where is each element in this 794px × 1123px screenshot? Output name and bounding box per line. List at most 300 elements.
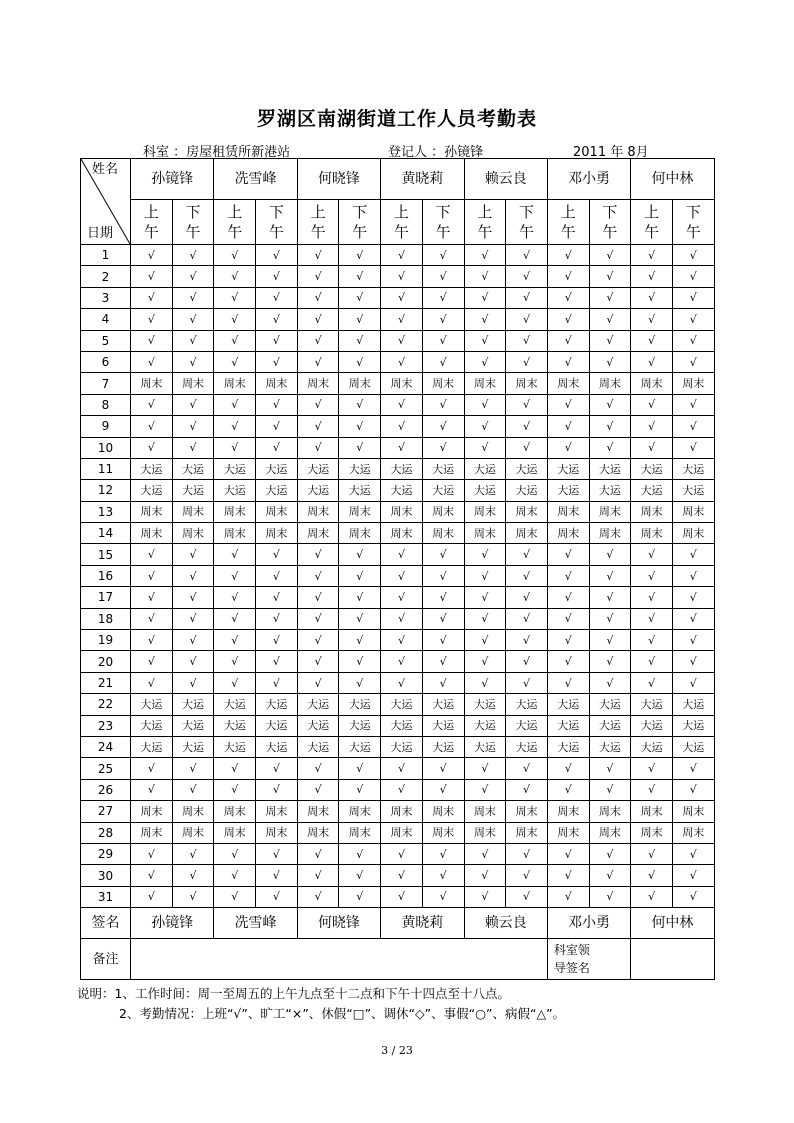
attendance-cell: 大运 bbox=[547, 715, 589, 736]
attendance-cell: √ bbox=[256, 651, 298, 672]
attendance-cell: √ bbox=[131, 544, 173, 565]
attendance-cell: √ bbox=[672, 394, 714, 415]
attendance-cell: √ bbox=[464, 565, 506, 586]
day-number: 14 bbox=[81, 523, 131, 544]
attendance-cell: √ bbox=[381, 437, 423, 458]
attendance-cell: √ bbox=[672, 630, 714, 651]
attendance-cell: 周末 bbox=[131, 523, 173, 544]
attendance-cell: √ bbox=[339, 437, 381, 458]
attendance-cell: 大运 bbox=[464, 694, 506, 715]
attendance-cell: √ bbox=[506, 437, 548, 458]
attendance-cell: 周末 bbox=[506, 501, 548, 522]
day-number: 6 bbox=[81, 351, 131, 372]
attendance-cell: √ bbox=[297, 266, 339, 287]
attendance-cell: √ bbox=[131, 587, 173, 608]
attendance-cell: 大运 bbox=[589, 458, 631, 479]
attendance-cell: √ bbox=[506, 287, 548, 308]
attendance-cell: √ bbox=[422, 245, 464, 266]
attendance-cell: √ bbox=[464, 287, 506, 308]
attendance-cell: √ bbox=[464, 544, 506, 565]
attendance-cell: √ bbox=[214, 779, 256, 800]
attendance-cell: 大运 bbox=[464, 736, 506, 757]
attendance-cell: 周末 bbox=[464, 801, 506, 822]
day-row bbox=[81, 651, 715, 672]
attendance-cell: √ bbox=[131, 245, 173, 266]
attendance-cell: 周末 bbox=[506, 373, 548, 394]
attendance-cell: √ bbox=[631, 779, 673, 800]
attendance-cell: 大运 bbox=[214, 736, 256, 757]
attendance-cell: 周末 bbox=[464, 373, 506, 394]
attendance-cell: √ bbox=[631, 309, 673, 330]
attendance-cell: 大运 bbox=[422, 736, 464, 757]
attendance-cell: √ bbox=[339, 394, 381, 415]
attendance-cell: 大运 bbox=[172, 715, 214, 736]
attendance-cell: √ bbox=[422, 266, 464, 287]
attendance-cell: 周末 bbox=[631, 373, 673, 394]
attendance-cell: √ bbox=[422, 651, 464, 672]
attendance-cell: √ bbox=[172, 865, 214, 886]
attendance-cell: √ bbox=[547, 351, 589, 372]
attendance-cell: √ bbox=[506, 309, 548, 330]
leader-sign-label: 科室领 导签名 bbox=[547, 939, 630, 980]
attendance-cell: √ bbox=[131, 565, 173, 586]
day-number: 27 bbox=[81, 801, 131, 822]
attendance-cell: √ bbox=[297, 758, 339, 779]
day-row bbox=[81, 480, 715, 501]
attendance-cell: √ bbox=[422, 587, 464, 608]
attendance-cell: 大运 bbox=[631, 694, 673, 715]
attendance-cell: √ bbox=[464, 758, 506, 779]
attendance-cell: 周末 bbox=[547, 523, 589, 544]
day-row bbox=[81, 672, 715, 693]
employee-name-header: 赖云良 bbox=[464, 159, 547, 200]
attendance-cell: √ bbox=[422, 886, 464, 907]
attendance-cell: √ bbox=[631, 651, 673, 672]
attendance-cell: 周末 bbox=[172, 801, 214, 822]
attendance-cell: √ bbox=[631, 758, 673, 779]
day-row bbox=[81, 801, 715, 822]
attendance-cell: √ bbox=[172, 416, 214, 437]
attendance-cell: 大运 bbox=[547, 480, 589, 501]
attendance-cell: √ bbox=[589, 843, 631, 864]
attendance-cell: √ bbox=[547, 565, 589, 586]
day-row bbox=[81, 736, 715, 757]
day-row bbox=[81, 309, 715, 330]
attendance-cell: √ bbox=[506, 886, 548, 907]
attendance-cell: 大运 bbox=[214, 715, 256, 736]
attendance-cell: √ bbox=[672, 886, 714, 907]
employee-signature: 何中林 bbox=[631, 908, 714, 939]
attendance-cell: √ bbox=[547, 544, 589, 565]
attendance-cell: 周末 bbox=[214, 801, 256, 822]
attendance-cell: √ bbox=[547, 843, 589, 864]
day-row bbox=[81, 501, 715, 522]
attendance-cell: √ bbox=[422, 608, 464, 629]
attendance-cell: √ bbox=[339, 266, 381, 287]
attendance-cell: √ bbox=[672, 758, 714, 779]
attendance-cell: √ bbox=[464, 843, 506, 864]
day-number: 7 bbox=[81, 373, 131, 394]
attendance-cell: √ bbox=[672, 565, 714, 586]
attendance-cell: √ bbox=[422, 437, 464, 458]
attendance-cell: 周末 bbox=[172, 501, 214, 522]
attendance-cell: 周末 bbox=[381, 373, 423, 394]
attendance-cell: 周末 bbox=[256, 801, 298, 822]
attendance-cell: 大运 bbox=[172, 694, 214, 715]
pm-header: 下 午 bbox=[339, 200, 381, 245]
attendance-cell: 大运 bbox=[256, 736, 298, 757]
attendance-cell: √ bbox=[214, 886, 256, 907]
attendance-cell: √ bbox=[214, 758, 256, 779]
attendance-cell: 大运 bbox=[464, 458, 506, 479]
attendance-cell: 周末 bbox=[672, 822, 714, 843]
attendance-cell: √ bbox=[381, 330, 423, 351]
am-header: 上 午 bbox=[214, 200, 256, 245]
am-header: 上 午 bbox=[131, 200, 173, 245]
attendance-cell: √ bbox=[256, 758, 298, 779]
attendance-cell: 周末 bbox=[672, 523, 714, 544]
attendance-cell: √ bbox=[589, 351, 631, 372]
attendance-cell: √ bbox=[589, 608, 631, 629]
attendance-cell: 大运 bbox=[506, 736, 548, 757]
attendance-cell: 周末 bbox=[214, 373, 256, 394]
attendance-cell: √ bbox=[672, 608, 714, 629]
attendance-cell: 周末 bbox=[547, 801, 589, 822]
attendance-cell: 大运 bbox=[589, 736, 631, 757]
day-row bbox=[81, 886, 715, 907]
attendance-cell: 周末 bbox=[547, 373, 589, 394]
attendance-cell: √ bbox=[172, 651, 214, 672]
attendance-cell: 周末 bbox=[589, 801, 631, 822]
attendance-cell: √ bbox=[422, 309, 464, 330]
attendance-cell: 大运 bbox=[131, 480, 173, 501]
attendance-cell: √ bbox=[589, 587, 631, 608]
attendance-cell: √ bbox=[381, 309, 423, 330]
attendance-cell: √ bbox=[297, 437, 339, 458]
attendance-cell: √ bbox=[589, 330, 631, 351]
attendance-cell: √ bbox=[589, 309, 631, 330]
attendance-cell: 周末 bbox=[381, 801, 423, 822]
attendance-cell: √ bbox=[672, 672, 714, 693]
attendance-cell: √ bbox=[464, 630, 506, 651]
attendance-cell: √ bbox=[631, 437, 673, 458]
attendance-cell: 周末 bbox=[381, 822, 423, 843]
attendance-cell: √ bbox=[172, 309, 214, 330]
attendance-cell: √ bbox=[381, 608, 423, 629]
attendance-cell: √ bbox=[256, 886, 298, 907]
day-number: 11 bbox=[81, 458, 131, 479]
attendance-cell: √ bbox=[297, 779, 339, 800]
attendance-cell: 大运 bbox=[131, 458, 173, 479]
employee-signature: 孙镜锋 bbox=[131, 908, 214, 939]
note-line-2: 2、考勤情况：上班“√”、旷工“×”、休假“□”、调休“◇”、事假“○”、病假“△”。 bbox=[119, 1006, 566, 1021]
attendance-cell: √ bbox=[631, 351, 673, 372]
attendance-cell: √ bbox=[297, 672, 339, 693]
attendance-cell: 周末 bbox=[464, 501, 506, 522]
attendance-cell: √ bbox=[256, 309, 298, 330]
attendance-cell: 周末 bbox=[422, 523, 464, 544]
attendance-cell: √ bbox=[339, 565, 381, 586]
attendance-cell: √ bbox=[589, 630, 631, 651]
attendance-cell: √ bbox=[506, 843, 548, 864]
attendance-cell: √ bbox=[464, 608, 506, 629]
attendance-cell: √ bbox=[672, 843, 714, 864]
header-corner-cell bbox=[81, 159, 131, 245]
attendance-cell: √ bbox=[256, 245, 298, 266]
attendance-cell: √ bbox=[131, 651, 173, 672]
attendance-cell: √ bbox=[672, 351, 714, 372]
attendance-cell: 大运 bbox=[214, 694, 256, 715]
attendance-cell: 周末 bbox=[214, 822, 256, 843]
attendance-cell: 周末 bbox=[131, 501, 173, 522]
attendance-cell: √ bbox=[297, 651, 339, 672]
employee-signature: 冼雪峰 bbox=[214, 908, 297, 939]
attendance-cell: √ bbox=[672, 266, 714, 287]
attendance-cell: √ bbox=[131, 672, 173, 693]
attendance-cell: 周末 bbox=[172, 822, 214, 843]
attendance-cell: 周末 bbox=[172, 373, 214, 394]
attendance-cell: √ bbox=[547, 865, 589, 886]
day-row bbox=[81, 330, 715, 351]
attendance-cell: √ bbox=[631, 865, 673, 886]
day-row bbox=[81, 779, 715, 800]
remarks-field[interactable] bbox=[131, 939, 548, 980]
employee-name-header: 冼雪峰 bbox=[214, 159, 297, 200]
attendance-cell: √ bbox=[589, 758, 631, 779]
attendance-cell: √ bbox=[214, 608, 256, 629]
attendance-cell: √ bbox=[131, 309, 173, 330]
day-number: 1 bbox=[81, 245, 131, 266]
attendance-cell: √ bbox=[547, 587, 589, 608]
attendance-cell: √ bbox=[131, 266, 173, 287]
department-text: 科室 ：房屋租赁所新港站 bbox=[143, 145, 291, 160]
attendance-cell: 大运 bbox=[297, 480, 339, 501]
attendance-cell: √ bbox=[297, 544, 339, 565]
attendance-cell: √ bbox=[464, 351, 506, 372]
attendance-cell: 周末 bbox=[547, 501, 589, 522]
attendance-cell: 大运 bbox=[672, 458, 714, 479]
attendance-cell: √ bbox=[464, 886, 506, 907]
attendance-cell: √ bbox=[131, 416, 173, 437]
attendance-cell: √ bbox=[506, 394, 548, 415]
attendance-cell: √ bbox=[256, 865, 298, 886]
day-number: 16 bbox=[81, 565, 131, 586]
attendance-cell: √ bbox=[547, 758, 589, 779]
day-number: 15 bbox=[81, 544, 131, 565]
attendance-cell: √ bbox=[506, 565, 548, 586]
attendance-cell: √ bbox=[297, 416, 339, 437]
page-number: 3 / 23 bbox=[381, 1044, 413, 1057]
attendance-cell: 周末 bbox=[297, 523, 339, 544]
day-row bbox=[81, 544, 715, 565]
attendance-cell: √ bbox=[672, 779, 714, 800]
page-title: 罗湖区南湖街道工作人员考勤表 bbox=[256, 108, 537, 130]
attendance-cell: 大运 bbox=[672, 694, 714, 715]
employee-name-header: 孙镜锋 bbox=[131, 159, 214, 200]
attendance-cell: √ bbox=[506, 865, 548, 886]
day-number: 29 bbox=[81, 843, 131, 864]
attendance-cell: √ bbox=[214, 587, 256, 608]
attendance-cell: √ bbox=[131, 351, 173, 372]
attendance-cell: √ bbox=[547, 309, 589, 330]
pm-header: 下 午 bbox=[422, 200, 464, 245]
day-row bbox=[81, 694, 715, 715]
attendance-cell: √ bbox=[589, 394, 631, 415]
attendance-cell: √ bbox=[631, 630, 673, 651]
attendance-cell: 周末 bbox=[339, 523, 381, 544]
attendance-cell: √ bbox=[339, 886, 381, 907]
attendance-cell: √ bbox=[256, 608, 298, 629]
attendance-cell: √ bbox=[547, 672, 589, 693]
attendance-cell: √ bbox=[589, 565, 631, 586]
attendance-cell: 大运 bbox=[589, 480, 631, 501]
attendance-cell: √ bbox=[672, 587, 714, 608]
attendance-cell: √ bbox=[506, 758, 548, 779]
attendance-cell: 周末 bbox=[172, 523, 214, 544]
attendance-cell: 周末 bbox=[381, 501, 423, 522]
attendance-cell: √ bbox=[547, 330, 589, 351]
year-unit: 年 bbox=[610, 145, 624, 160]
day-row bbox=[81, 843, 715, 864]
attendance-cell: 大运 bbox=[464, 480, 506, 501]
month-text: 8月 bbox=[627, 145, 649, 160]
attendance-cell: 大运 bbox=[464, 715, 506, 736]
attendance-cell: √ bbox=[422, 630, 464, 651]
attendance-cell: √ bbox=[256, 565, 298, 586]
attendance-cell: √ bbox=[214, 266, 256, 287]
attendance-cell: √ bbox=[464, 779, 506, 800]
attendance-cell: 大运 bbox=[422, 458, 464, 479]
day-number: 3 bbox=[81, 287, 131, 308]
attendance-cell: √ bbox=[464, 672, 506, 693]
year-text: 2011 bbox=[573, 145, 607, 160]
attendance-cell: √ bbox=[547, 630, 589, 651]
attendance-cell: 周末 bbox=[422, 373, 464, 394]
pm-header: 下 午 bbox=[672, 200, 714, 245]
attendance-cell: √ bbox=[256, 630, 298, 651]
attendance-cell: √ bbox=[506, 672, 548, 693]
attendance-cell: 大运 bbox=[672, 736, 714, 757]
employee-name-header: 何晓锋 bbox=[297, 159, 380, 200]
attendance-cell: √ bbox=[672, 309, 714, 330]
attendance-cell: √ bbox=[589, 672, 631, 693]
attendance-cell: √ bbox=[631, 416, 673, 437]
attendance-cell: √ bbox=[464, 416, 506, 437]
attendance-cell: 周末 bbox=[506, 801, 548, 822]
attendance-cell: √ bbox=[214, 544, 256, 565]
attendance-cell: √ bbox=[256, 416, 298, 437]
day-number: 5 bbox=[81, 330, 131, 351]
employee-name-header: 何中林 bbox=[631, 159, 714, 200]
attendance-cell: √ bbox=[589, 245, 631, 266]
attendance-cell: 周末 bbox=[631, 523, 673, 544]
attendance-cell: √ bbox=[631, 565, 673, 586]
day-number: 23 bbox=[81, 715, 131, 736]
attendance-cell: √ bbox=[297, 309, 339, 330]
attendance-cell: √ bbox=[256, 544, 298, 565]
attendance-cell: 大运 bbox=[381, 480, 423, 501]
attendance-cell: 大运 bbox=[547, 736, 589, 757]
attendance-cell: 周末 bbox=[506, 523, 548, 544]
attendance-cell: √ bbox=[214, 565, 256, 586]
attendance-cell: √ bbox=[256, 351, 298, 372]
attendance-cell: 周末 bbox=[464, 523, 506, 544]
attendance-cell: 周末 bbox=[297, 373, 339, 394]
attendance-cell: √ bbox=[172, 779, 214, 800]
attendance-cell: √ bbox=[381, 886, 423, 907]
day-row bbox=[81, 287, 715, 308]
attendance-cell: √ bbox=[131, 865, 173, 886]
attendance-cell: √ bbox=[256, 587, 298, 608]
attendance-cell: 大运 bbox=[631, 458, 673, 479]
attendance-cell: √ bbox=[464, 437, 506, 458]
attendance-cell: √ bbox=[214, 351, 256, 372]
am-header: 上 午 bbox=[547, 200, 589, 245]
attendance-cell: √ bbox=[339, 245, 381, 266]
attendance-cell: √ bbox=[339, 544, 381, 565]
day-number: 28 bbox=[81, 822, 131, 843]
pm-header: 下 午 bbox=[256, 200, 298, 245]
attendance-cell: √ bbox=[256, 437, 298, 458]
attendance-cell: √ bbox=[131, 843, 173, 864]
attendance-cell: √ bbox=[214, 330, 256, 351]
attendance-cell: √ bbox=[547, 651, 589, 672]
leader-sign-field[interactable] bbox=[631, 939, 714, 980]
attendance-cell: √ bbox=[339, 309, 381, 330]
attendance-cell: 周末 bbox=[422, 822, 464, 843]
attendance-cell: 大运 bbox=[256, 458, 298, 479]
attendance-cell: 大运 bbox=[547, 458, 589, 479]
attendance-cell: 大运 bbox=[131, 736, 173, 757]
attendance-cell: √ bbox=[506, 351, 548, 372]
attendance-cell: √ bbox=[422, 330, 464, 351]
attendance-cell: √ bbox=[256, 266, 298, 287]
attendance-cell: √ bbox=[172, 608, 214, 629]
am-header: 上 午 bbox=[297, 200, 339, 245]
attendance-cell: 大运 bbox=[339, 458, 381, 479]
attendance-cell: √ bbox=[547, 437, 589, 458]
attendance-cell: 大运 bbox=[339, 694, 381, 715]
employee-name-header: 黄晓莉 bbox=[381, 159, 464, 200]
attendance-cell: √ bbox=[547, 779, 589, 800]
attendance-cell: √ bbox=[131, 779, 173, 800]
attendance-cell: √ bbox=[422, 416, 464, 437]
attendance-cell: √ bbox=[131, 330, 173, 351]
attendance-cell: 大运 bbox=[381, 736, 423, 757]
attendance-cell: √ bbox=[672, 287, 714, 308]
attendance-cell: √ bbox=[589, 416, 631, 437]
attendance-cell: 大运 bbox=[631, 736, 673, 757]
attendance-cell: √ bbox=[297, 394, 339, 415]
attendance-cell: 大运 bbox=[172, 480, 214, 501]
day-row bbox=[81, 523, 715, 544]
attendance-cell: √ bbox=[297, 245, 339, 266]
attendance-cell: 周末 bbox=[131, 822, 173, 843]
attendance-cell: 周末 bbox=[131, 373, 173, 394]
attendance-cell: √ bbox=[131, 886, 173, 907]
attendance-cell: √ bbox=[589, 651, 631, 672]
attendance-cell: √ bbox=[672, 416, 714, 437]
attendance-cell: √ bbox=[256, 394, 298, 415]
attendance-cell: 周末 bbox=[214, 523, 256, 544]
note-line-1: 说明：1、工作时间：周一至周五的上午九点至十二点和下午十四点至十八点。 bbox=[77, 986, 510, 1001]
day-number: 8 bbox=[81, 394, 131, 415]
attendance-cell: 大运 bbox=[381, 458, 423, 479]
attendance-cell: √ bbox=[381, 630, 423, 651]
attendance-cell: √ bbox=[381, 779, 423, 800]
attendance-cell: 大运 bbox=[381, 694, 423, 715]
pm-header: 下 午 bbox=[172, 200, 214, 245]
